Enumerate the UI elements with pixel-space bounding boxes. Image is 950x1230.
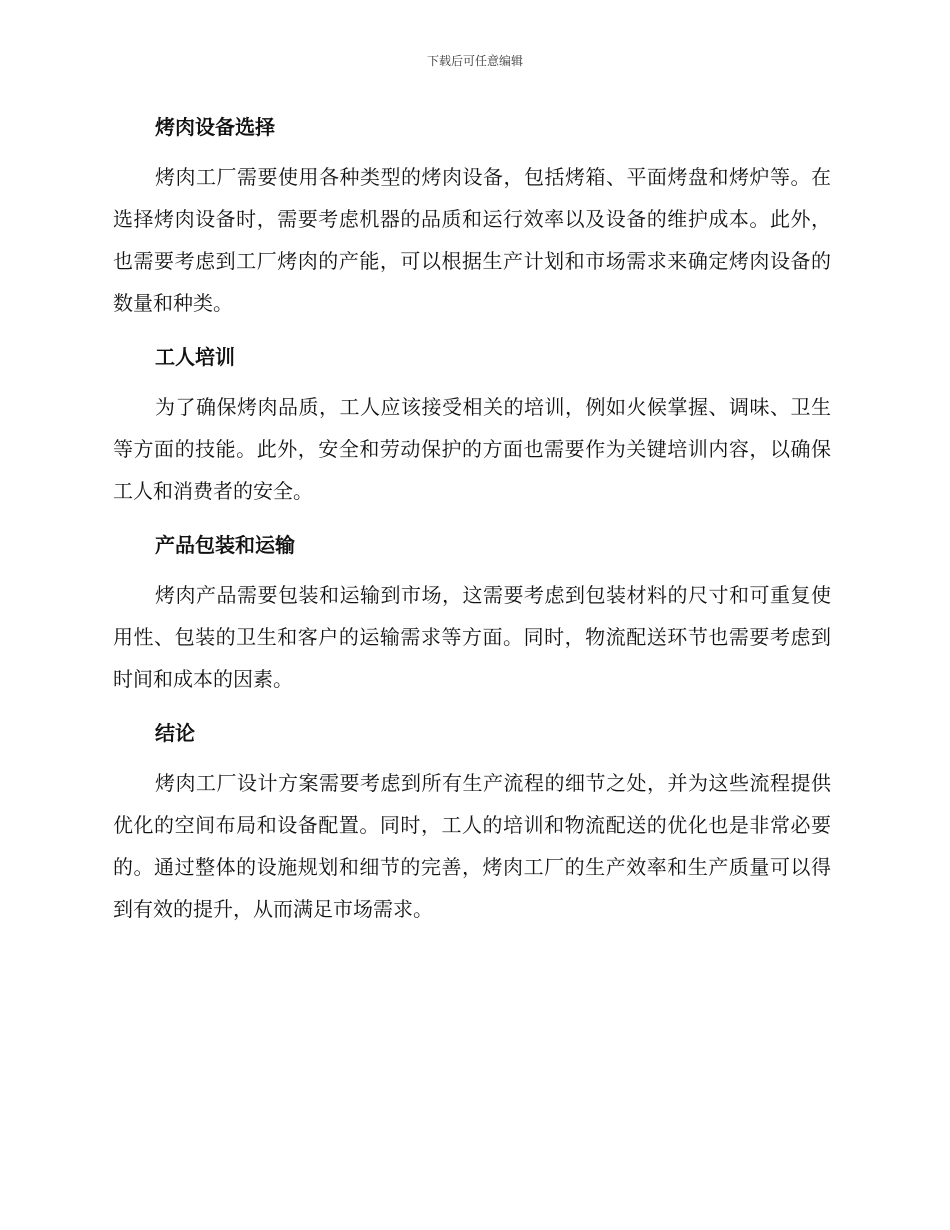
section-paragraph: 烤肉产品需要包装和运输到市场，这需要考虑到包装材料的尺寸和可重复使用性、包装的卫生和客户的运输需求等方面。同时，物流配送环节也需要考虑到时间和成本的因素。 (113, 583, 831, 691)
section-heading: 产品包装和运输 (155, 533, 295, 557)
section-paragraph: 为了确保烤肉品质，工人应该接受相关的培训，例如火候掌握、调味、卫生等方面的技能。此外，安全和劳动保护的方面也需要作为关键培训内容，以确保工人和消费者的安全。 (113, 395, 831, 503)
section-heading: 结论 (155, 721, 195, 745)
section-paragraph: 烤肉工厂需要使用各种类型的烤肉设备，包括烤箱、平面烤盘和烤炉等。在选择烤肉设备时，需要考虑机器的品质和运行效率以及设备的维护成本。此外，也需要考虑到工厂烤肉的产能，可以根据生产计划和市场需求来确定烤肉设备的数量和种类。 (113, 165, 831, 315)
document-body (113, 106, 831, 942)
section-paragraph: 烤肉工厂设计方案需要考虑到所有生产流程的细节之处，并为这些流程提供优化的空间布局和设备配置。同时，工人的培训和物流配送的优化也是非常必要的。通过整体的设施规划和细节的完善，烤肉工厂的生产效率和生产质量可以得到有效的提升，从而满足市场需求。 (113, 771, 831, 921)
page-header: 下载后可任意编辑 (426, 54, 523, 68)
section-training (113, 336, 831, 512)
section-conclusion (113, 712, 831, 930)
section-heading: 烤肉设备选择 (155, 115, 275, 139)
section-equipment (113, 106, 831, 324)
section-packaging (113, 524, 831, 700)
section-heading: 工人培训 (155, 345, 235, 369)
